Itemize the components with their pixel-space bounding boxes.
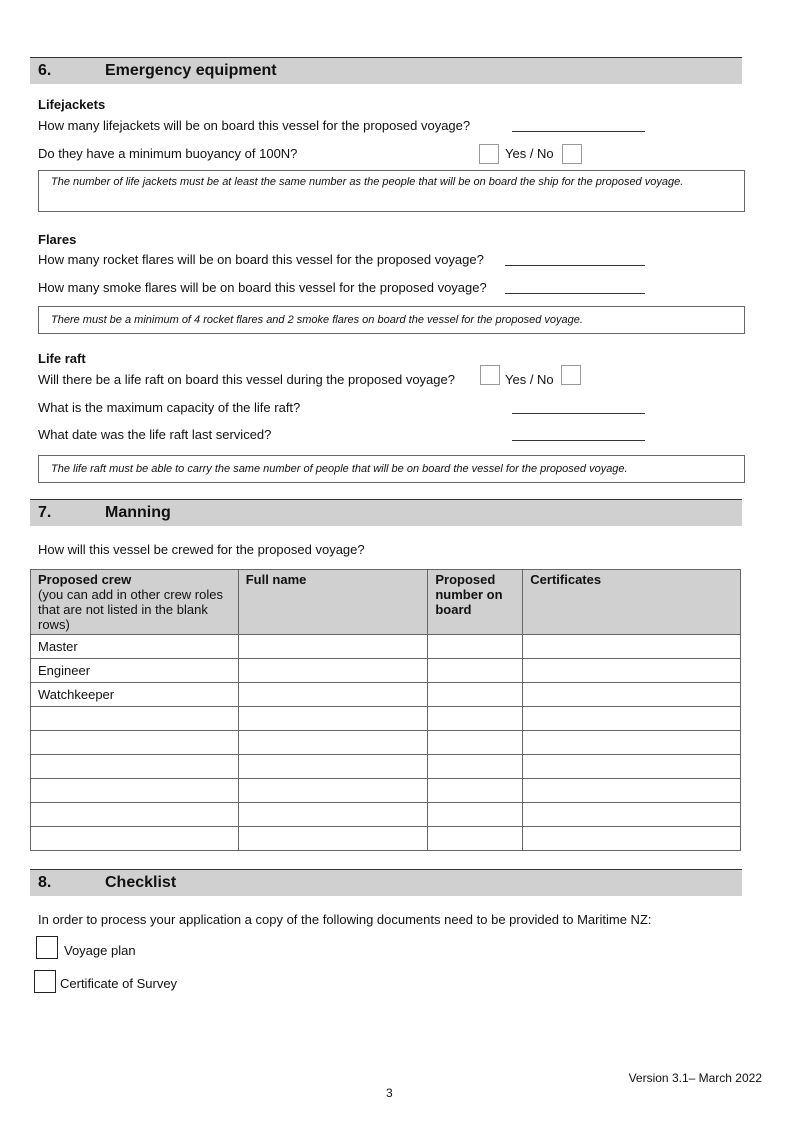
header-certificates: Certificates [523, 570, 741, 635]
full-name-cell[interactable] [238, 827, 428, 851]
table-row [31, 827, 741, 851]
full-name-cell[interactable] [238, 803, 428, 827]
number-cell[interactable] [428, 635, 523, 659]
full-name-cell[interactable] [238, 659, 428, 683]
yes-no-label: Yes / No [505, 372, 554, 387]
certificate-of-survey-checkbox[interactable] [34, 970, 56, 993]
table-row [31, 779, 741, 803]
header-full-name: Full name [238, 570, 428, 635]
section-title: Checklist [105, 874, 177, 891]
number-cell[interactable] [428, 683, 523, 707]
lifejackets-heading: Lifejackets [38, 97, 106, 112]
table-row [31, 707, 741, 731]
certificates-cell[interactable] [523, 779, 741, 803]
number-cell[interactable] [428, 803, 523, 827]
crew-role-cell[interactable] [31, 779, 239, 803]
rocket-flares-field[interactable] [505, 265, 645, 266]
section-number: 6. [38, 62, 52, 79]
number-cell[interactable] [428, 707, 523, 731]
liferaft-yes-checkbox[interactable] [480, 365, 500, 385]
number-cell[interactable] [428, 755, 523, 779]
flares-note: There must be a minimum of 4 rocket flares and 2 smoke flares on board the vessel for the proposed voyage. [38, 306, 745, 334]
liferaft-heading: Life raft [38, 351, 86, 366]
header-crew-title: Proposed crew [38, 572, 132, 587]
voyage-plan-checkbox[interactable] [36, 936, 58, 959]
crew-role-cell[interactable] [31, 803, 239, 827]
header-number-on-board: Proposed number on board [428, 570, 523, 635]
number-cell[interactable] [428, 827, 523, 851]
liferaft-serviced-question: What date was the life raft last serviced? [38, 427, 272, 442]
full-name-cell[interactable] [238, 755, 428, 779]
header-crew-subtitle: (you can add in other crew roles that are not listed in the blank rows) [38, 587, 223, 632]
liferaft-no-checkbox[interactable] [561, 365, 581, 385]
full-name-cell[interactable] [238, 779, 428, 803]
manning-question: How will this vessel be crewed for the proposed voyage? [38, 542, 365, 557]
liferaft-capacity-field[interactable] [512, 413, 645, 414]
crew-table [30, 569, 741, 851]
full-name-cell[interactable] [238, 635, 428, 659]
smoke-flares-question: How many smoke flares will be on board this vessel for the proposed voyage? [38, 280, 487, 295]
liferaft-serviced-field[interactable] [512, 440, 645, 441]
table-row [31, 635, 741, 659]
liferaft-note: The life raft must be able to carry the same number of people that will be on board the vessel for the proposed voyage. [38, 455, 745, 483]
number-cell[interactable] [428, 659, 523, 683]
number-cell[interactable] [428, 731, 523, 755]
crew-role-cell[interactable]: Engineer [31, 659, 239, 683]
certificates-cell[interactable] [523, 659, 741, 683]
flares-heading: Flares [38, 232, 77, 247]
certificates-cell[interactable] [523, 635, 741, 659]
section-title: Emergency equipment [105, 62, 277, 79]
buoyancy-no-checkbox[interactable] [562, 144, 582, 164]
certificates-cell[interactable] [523, 755, 741, 779]
full-name-cell[interactable] [238, 683, 428, 707]
header-proposed-crew [31, 570, 239, 635]
yes-no-label: Yes / No [505, 146, 554, 161]
smoke-flares-field[interactable] [505, 293, 645, 294]
certificates-cell[interactable] [523, 827, 741, 851]
crew-role-cell[interactable]: Watchkeeper [31, 683, 239, 707]
table-row [31, 731, 741, 755]
checklist-intro: In order to process your application a copy of the following documents need to be provided to Maritime NZ: [38, 912, 652, 927]
certificates-cell[interactable] [523, 731, 741, 755]
certificate-of-survey-label: Certificate of Survey [60, 976, 178, 991]
table-row [31, 803, 741, 827]
lifejackets-count-field[interactable] [512, 131, 645, 132]
full-name-cell[interactable] [238, 731, 428, 755]
liferaft-capacity-question: What is the maximum capacity of the life raft? [38, 400, 301, 415]
section-number: 8. [38, 874, 52, 891]
section-title: Manning [105, 504, 171, 521]
liferaft-onboard-question: Will there be a life raft on board this vessel during the proposed voyage? [38, 372, 455, 387]
crew-role-cell[interactable] [31, 707, 239, 731]
crew-role-cell[interactable] [31, 755, 239, 779]
page-number: 3 [386, 1086, 393, 1100]
full-name-cell[interactable] [238, 707, 428, 731]
buoyancy-yes-checkbox[interactable] [479, 144, 499, 164]
section-6-header [30, 57, 742, 84]
table-row [31, 683, 741, 707]
section-8-header [30, 869, 742, 896]
number-cell[interactable] [428, 779, 523, 803]
crew-role-cell[interactable] [31, 731, 239, 755]
table-row [31, 659, 741, 683]
section-number: 7. [38, 504, 52, 521]
section-7-header [30, 499, 742, 526]
lifejackets-note: The number of life jackets must be at least the same number as the people that will be on board the ship for the proposed voyage. [38, 170, 745, 212]
buoyancy-question: Do they have a minimum buoyancy of 100N? [38, 146, 298, 161]
table-row [31, 755, 741, 779]
certificates-cell[interactable] [523, 707, 741, 731]
certificates-cell[interactable] [523, 803, 741, 827]
voyage-plan-label: Voyage plan [64, 943, 136, 958]
lifejackets-count-question: How many lifejackets will be on board this vessel for the proposed voyage? [38, 118, 471, 133]
certificates-cell[interactable] [523, 683, 741, 707]
version-label: Version 3.1– March 2022 [628, 1071, 762, 1085]
crew-table-header [31, 570, 741, 635]
crew-role-cell[interactable]: Master [31, 635, 239, 659]
crew-role-cell[interactable] [31, 827, 239, 851]
rocket-flares-question: How many rocket flares will be on board this vessel for the proposed voyage? [38, 252, 484, 267]
